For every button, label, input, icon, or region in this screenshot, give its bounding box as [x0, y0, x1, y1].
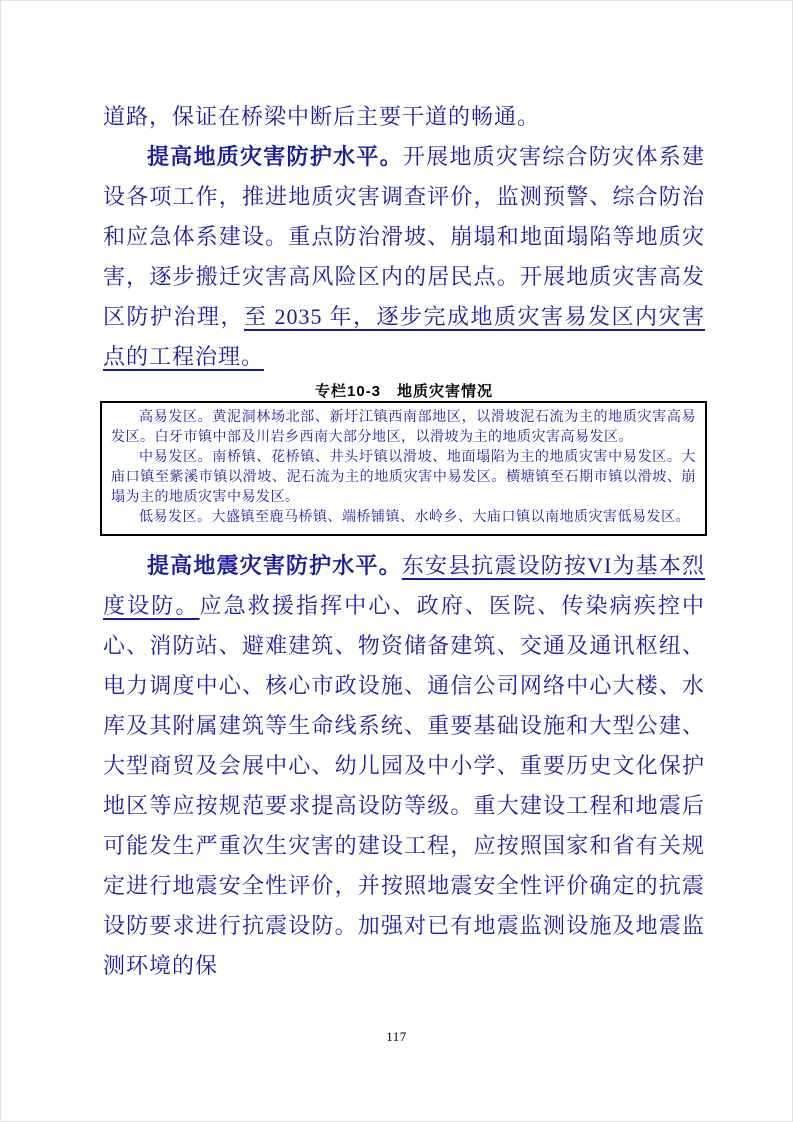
paragraph-road-continuation: 道路，保证在桥梁中断后主要干道的畅通。: [103, 104, 541, 129]
box-paragraph-low-risk: 低易发区。大盛镇至鹿马桥镇、端桥铺镇、水岭乡、大庙口镇以南地质灾害低易发区。: [139, 510, 690, 525]
geological-hazard-body-text: 开展地质灾害综合防灾体系建设各项工作，推进地质灾害调查评价，监测预警、综合防治和应急体系建设。重点防治滑坡、崩塌和地面塌陷等地质灾害，逐步搬迁灾害高风险区内的居民点。开展地质灾害高发区防护治理，: [103, 144, 705, 329]
earthquake-heading: 提高地震灾害防护水平。: [147, 553, 402, 578]
box-paragraph-high-risk: 高易发区。黄泥洞林场北部、新圩江镇西南部地区，以滑坡泥石流为主的地质灾害高易发区。白牙市镇中部及川岩乡西南大部分地区，以滑坡为主的地质灾害高易发区。: [111, 410, 696, 445]
paragraph-earthquake: [103, 546, 705, 986]
box-paragraph-medium-risk: 中易发区。南桥镇、花桥镇、井头圩镇以滑坡、地面塌陷为主的地质灾害中易发区。大庙口镇至紫溪市镇以滑坡、泥石流为主的地质灾害中易发区。横塘镇至石期市镇以滑坡、崩塌为主的地质灾害中易发区。: [111, 450, 696, 505]
page-content: [103, 1, 705, 986]
page-number: 117: [386, 1029, 407, 1044]
geological-hazard-box: [100, 401, 707, 536]
geological-hazard-heading: 提高地质灾害防护水平。: [147, 144, 403, 169]
earthquake-body-text: 应急救援指挥中心、政府、医院、传染病疾控中心、消防站、避难建筑、物资储备建筑、交通及通讯枢纽、电力调度中心、核心市政设施、通信公司网络中心大楼、水库及其附属建筑等生命线系统、重要基础设施和大型公建、大型商贸及会展中心、幼儿园及中小学、重要历史文化保护地区等应按规范要求提高设防等级。重大建设工程和地震后可能发生严重次生灾害的建设工程，应按照国家和省有关规定进行地震安全性评价，并按照地震安全性评价确定的抗震设防要求进行抗震设防。加强对已有地震监测设施及地震监测环境的保: [103, 593, 705, 978]
geological-hazard-underlined-text: 至 2035 年，逐步完成地质灾害易发区内灾害点的工程治理。: [103, 304, 705, 369]
hazard-box-title: 专栏10-3 地质灾害情况: [314, 383, 494, 400]
paragraph-geological-hazard: [103, 137, 705, 377]
earthquake-underlined-text: 东安县抗震设防按VI为基本烈度设防。: [103, 553, 705, 618]
